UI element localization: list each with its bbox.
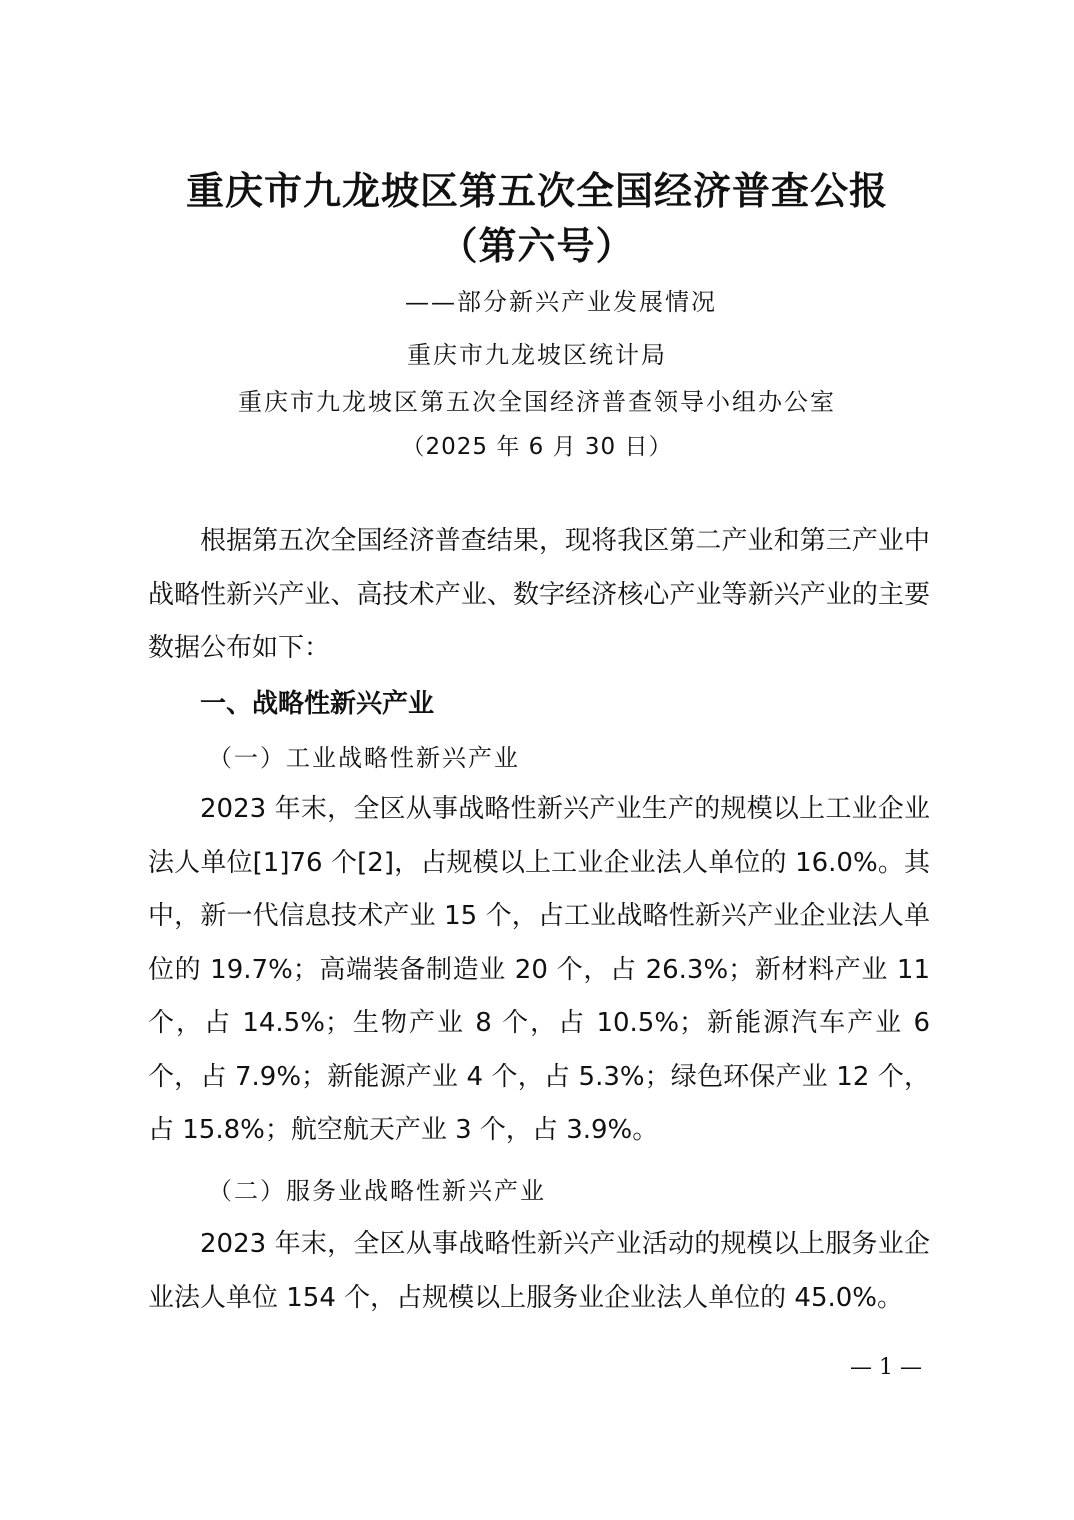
industrial-paragraph: 2023 年末，全区从事战略性新兴产业生产的规模以上工业企业法人单位[1]76 个[2]，占规模以上工业企业法人单位的 16.0%。其中，新一代信息技术产业 15 个，占工业战略性新兴产业企业法人单位的 19.7%；高端装备制造业 20 个，占 26.3%；新材料产业 11 个，占 14.5%；生物产业 8 个，占 10.5%；新能源汽车产业 6 个，占 7.9%；新能源产业 4 个，占 5.3%；绿色环保产业 12 个，占 15.8%；航空航天产业 3 个，占 3.9%。: [148, 794, 930, 1145]
page-number: — 1 —: [850, 1355, 922, 1380]
issuer-census-office: 重庆市九龙坡区第五次全国经济普查领导小组办公室: [238, 388, 836, 416]
publication-date: （2025 年 6 月 30 日）: [401, 434, 673, 460]
document-subtitle: ——部分新兴产业发展情况: [405, 288, 717, 316]
document-title: 重庆市九龙坡区第五次全国经济普查公报: [185, 168, 888, 213]
subsection-heading-industrial: （一）工业战略性新兴产业: [208, 744, 520, 772]
services-section: [148, 1218, 930, 1325]
industrial-section: [148, 783, 930, 1158]
issuer-statistics-bureau: 重庆市九龙坡区统计局: [407, 341, 667, 369]
services-paragraph: 2023 年末，全区从事战略性新兴产业活动的规模以上服务业企业法人单位 154 个，占规模以上服务业企业法人单位的 45.0%。: [148, 1229, 930, 1313]
intro-paragraph: 根据第五次全国经济普查结果，现将我区第二产业和第三产业中战略性新兴产业、高技术产业、数字经济核心产业等新兴产业的主要数据公布如下：: [148, 526, 930, 663]
intro-section: [148, 515, 930, 676]
document-issue-number: （第六号）: [439, 223, 635, 268]
subsection-heading-services: （二）服务业战略性新兴产业: [208, 1177, 546, 1205]
section-heading-strategic-emerging: 一、战略性新兴产业: [200, 689, 435, 719]
